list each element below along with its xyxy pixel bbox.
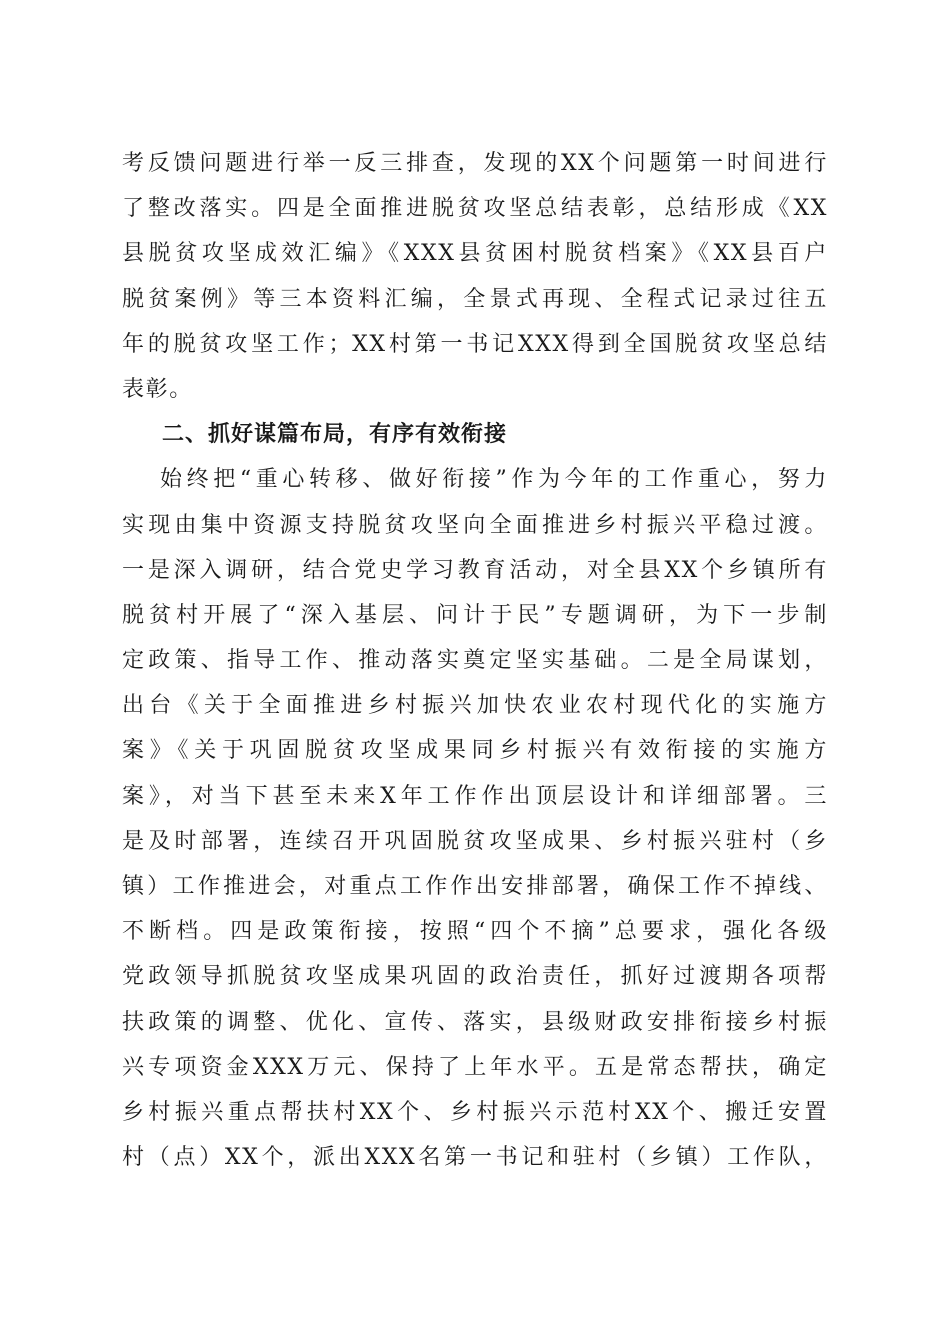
paragraph-line: 脱贫村开展了“深入基层、问计于民”专题调研，为下一步制 xyxy=(122,602,828,628)
paragraph-line: 考反馈问题进行举一反三排查，发现的XX个问题第一时间进行 xyxy=(122,151,828,176)
paragraph-line: 实现由集中资源支持脱贫攻坚向全面推进乡村振兴平稳过渡。 xyxy=(122,512,828,538)
paragraph-1 xyxy=(122,141,828,412)
paragraph-line: 定政策、指导工作、推动落实奠定坚实基础。二是全局谋划， xyxy=(122,648,828,674)
paragraph-line: 年的脱贫攻坚工作；XX村第一书记XXX得到全国脱贫攻坚总结 xyxy=(122,331,828,357)
paragraph-2 xyxy=(122,457,828,1180)
paragraph-line-last: 表彰。 xyxy=(122,376,193,402)
paragraph-line-first: 始终把“重心转移、做好衔接”作为今年的工作重心，努力 xyxy=(160,467,828,493)
paragraph-line: 出台《关于全面推进乡村振兴加快农业农村现代化的实施方 xyxy=(122,693,828,719)
section-heading: 二、抓好谋篇布局，有序有效衔接 xyxy=(162,422,508,448)
document-body xyxy=(122,141,828,1180)
paragraph-line: 脱贫案例》等三本资料汇编，全景式再现、全程式记录过往五 xyxy=(122,286,828,312)
paragraph-line: 镇）工作推进会，对重点工作作出安排部署，确保工作不掉线、 xyxy=(122,874,828,899)
paragraph-line: 兴专项资金XXX万元、保持了上年水平。五是常态帮扶，确定 xyxy=(122,1054,828,1080)
paragraph-line: 村（点）XX个，派出XXX名第一书记和驻村（乡镇）工作队， xyxy=(122,1145,828,1171)
paragraph-line: 案》，对当下甚至未来X年工作作出顶层设计和详细部署。三 xyxy=(122,783,828,809)
paragraph-line: 了整改落实。四是全面推进脱贫攻坚总结表彰，总结形成《XX xyxy=(122,196,828,222)
paragraph-line: 扶政策的调整、优化、宣传、落实，县级财政安排衔接乡村振 xyxy=(122,1009,828,1035)
paragraph-line: 县脱贫攻坚成效汇编》《XXX县贫困村脱贫档案》《XX县百户 xyxy=(122,241,828,267)
paragraph-line: 党政领导抓脱贫攻坚成果巩固的政治责任，抓好过渡期各项帮 xyxy=(122,964,828,990)
paragraph-line: 是及时部署，连续召开巩固脱贫攻坚成果、乡村振兴驻村（乡 xyxy=(122,828,828,854)
paragraph-line: 案》《关于巩固脱贫攻坚成果同乡村振兴有效衔接的实施方 xyxy=(122,738,828,764)
paragraph-line: 一是深入调研，结合党史学习教育活动，对全县XX个乡镇所有 xyxy=(122,557,828,583)
paragraph-line: 乡村振兴重点帮扶村XX个、乡村振兴示范村XX个、搬迁安置 xyxy=(122,1099,828,1125)
paragraph-line: 不断档。四是政策衔接，按照“四个不摘”总要求，强化各级 xyxy=(122,919,828,945)
